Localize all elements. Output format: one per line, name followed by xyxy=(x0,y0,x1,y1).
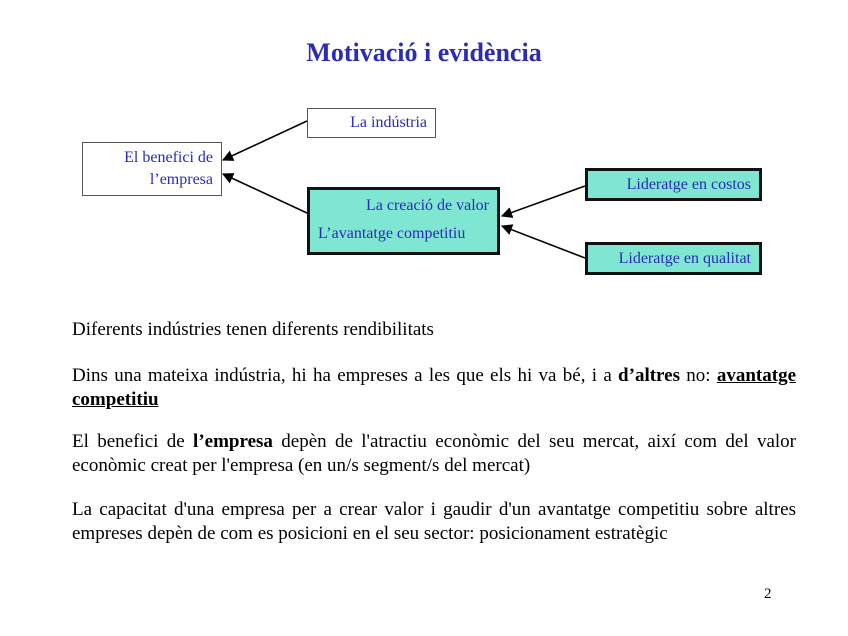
paragraph-2-key-term: avantatge competitiu xyxy=(72,365,796,410)
paragraph-4-text: La capacitat d'una empresa per a crear valor i gaudir d'un avantatge competitiu sobre altres empreses depèn de com es posicioni en el seu sector: posicionament estratègic xyxy=(72,499,796,544)
node-costos-label: Lideratge en costos xyxy=(626,176,751,193)
node-lideratge-qualitat xyxy=(585,242,762,275)
paragraph-2-text-c: no: xyxy=(679,365,717,386)
node-industria-label: La indústria xyxy=(350,114,427,131)
paragraph-2-bold-altres: d’altres xyxy=(618,365,680,386)
slide-title: Motivació i evidència xyxy=(306,38,542,67)
node-benefici-line2: l’empresa xyxy=(149,171,213,188)
node-industria xyxy=(307,108,436,138)
node-creacio-valor xyxy=(307,187,500,255)
page-number: 2 xyxy=(764,586,772,602)
paragraph-3-bold-empresa: l’empresa xyxy=(193,431,273,452)
node-benefici xyxy=(82,142,222,196)
paragraph-3 xyxy=(72,430,796,478)
arrow-qualitat-to-creacio xyxy=(502,226,585,258)
paragraph-3-text-c: depèn de l'atractiu econòmic del seu mercat, així com del valor econòmic creat per l'empresa (en un/s segment/s del mercat) xyxy=(72,431,796,476)
node-creacio-line2: L’avantatge competitiu xyxy=(318,225,466,242)
arrow-creacio-to-benefici xyxy=(223,174,307,213)
paragraph-3-text-a: El benefici de xyxy=(72,431,194,452)
paragraph-2 xyxy=(72,364,796,412)
paragraph-4 xyxy=(72,498,796,546)
node-benefici-line1: El benefici de xyxy=(124,149,213,166)
node-lideratge-costos xyxy=(585,168,762,201)
arrow-costos-to-creacio xyxy=(502,186,585,216)
paragraph-1-text: Diferents indústries tenen diferents rendibilitats xyxy=(72,319,434,340)
arrow-industria-to-benefici xyxy=(223,121,307,160)
node-creacio-line1: La creació de valor xyxy=(365,197,489,214)
node-qualitat-label: Lideratge en qualitat xyxy=(618,250,751,267)
paragraph-1 xyxy=(72,318,796,342)
paragraph-2-text-a: Dins una mateixa indústria, hi ha empreses a les que els hi va bé, i a xyxy=(72,365,619,386)
